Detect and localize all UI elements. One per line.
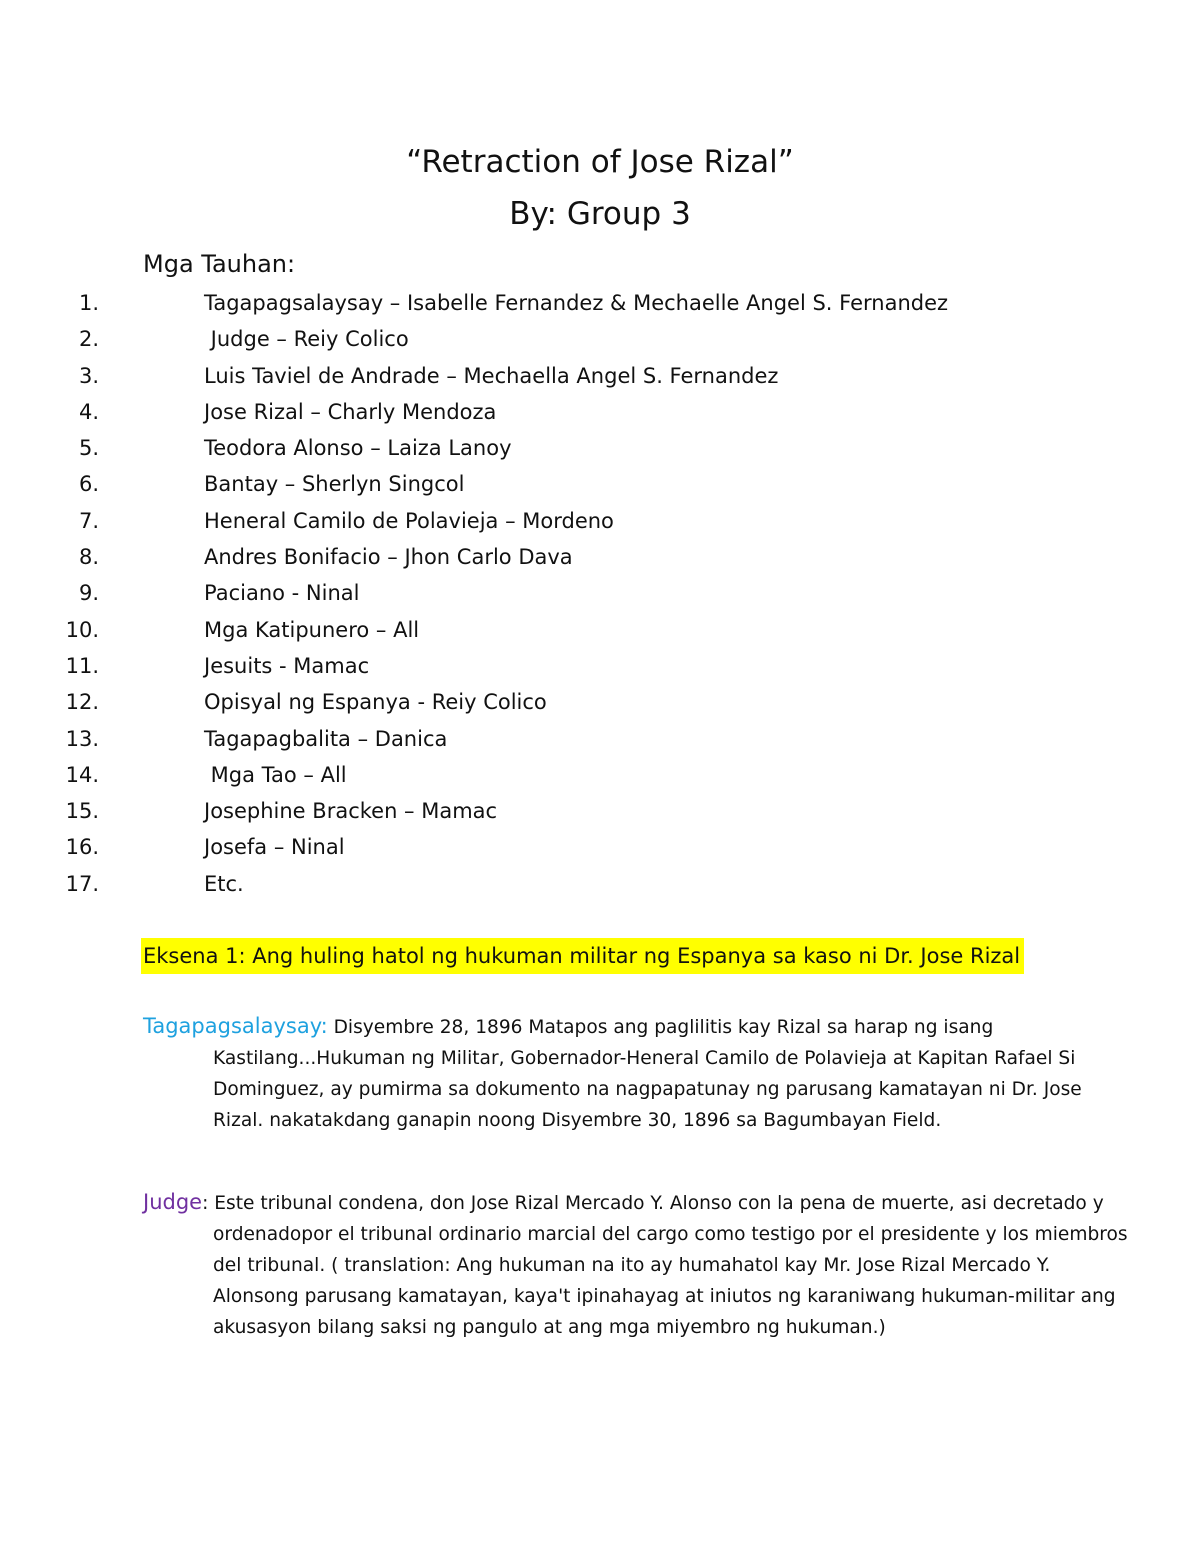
list-text: Opisyal ng Espanya - Reiy Colico: [204, 690, 547, 715]
list-number: 6.: [78, 472, 99, 497]
list-item: [0, 539, 1100, 575]
list-item: [0, 829, 1100, 865]
list-number: 7.: [78, 508, 99, 533]
list-number: 16.: [65, 835, 99, 860]
list-item: [0, 793, 1100, 829]
list-number: 9.: [78, 581, 99, 606]
list-item: [0, 285, 1100, 321]
list-number: 3.: [78, 363, 99, 388]
list-text: Jose Rizal – Charly Mendoza: [204, 399, 497, 424]
document-byline: By: Group 3: [509, 196, 691, 232]
list-text: Josephine Bracken – Mamac: [204, 799, 498, 824]
list-item: [0, 575, 1100, 611]
list-number: 4.: [78, 399, 99, 424]
list-number: 5.: [78, 436, 99, 461]
list-item: [0, 648, 1100, 684]
list-item: [0, 503, 1100, 539]
list-text: Tagapagsalaysay – Isabelle Fernandez & Mechaelle Angel S. Fernandez: [204, 291, 949, 315]
list-text: Heneral Camilo de Polavieja – Mordeno: [204, 508, 614, 533]
list-item: [0, 684, 1100, 720]
list-text: Luis Taviel de Andrade – Mechaella Angel S. Fernandez: [204, 363, 779, 388]
list-text: Andres Bonifacio – Jhon Carlo Dava: [204, 545, 573, 570]
list-text: Paciano - Ninal: [204, 581, 360, 606]
list-number: 17.: [65, 871, 99, 896]
list-number: 8.: [78, 545, 99, 570]
list-text: Etc.: [204, 871, 244, 896]
cast-heading: Mga Tauhan:: [143, 250, 296, 278]
list-text: Mga Katipunero – All: [204, 617, 420, 642]
list-item: [0, 394, 1100, 430]
list-text: Mga Tao – All: [204, 762, 347, 787]
list-item: [0, 757, 1100, 793]
list-number: 14.: [65, 762, 99, 787]
list-number: 12.: [65, 690, 99, 715]
dialogue-text: Disyembre 28, 1896 Matapos ang paglilitis kay Rizal sa harap ng isang Kastilang...Hukuman ng Militar, Gobernador-Heneral Camilo de Polavieja at Kapitan Rafael Si Dominguez, ay pumirma sa dokumento na nagpapatunay ng parusang kamatayan ni Dr. Jose Rizal. nakatakdang ganapin noong Disyembre 30, 1896 sa Bagumbayan Field.: [213, 1016, 1082, 1132]
list-item: [0, 466, 1100, 502]
list-text: Judge – Reiy Colico: [204, 327, 409, 352]
list-item: [0, 321, 1100, 357]
list-item: [0, 721, 1100, 757]
speaker-label: Judge: [143, 1189, 203, 1214]
list-number: 13.: [65, 726, 99, 751]
list-number: 2.: [78, 327, 99, 352]
dialogue-paragraph: [143, 1011, 1133, 1137]
list-item: [0, 612, 1100, 648]
dialogue-paragraph: [143, 1187, 1133, 1344]
cast-list: [0, 285, 1100, 902]
list-text: Bantay – Sherlyn Singcol: [204, 472, 465, 497]
list-text: Josefa – Ninal: [204, 835, 345, 860]
list-text: Teodora Alonso – Laiza Lanoy: [204, 436, 512, 461]
list-number: 10.: [65, 617, 99, 642]
list-item: [0, 358, 1100, 394]
document-title: “Retraction of Jose Rizal”: [406, 144, 794, 180]
list-text: Tagapagbalita – Danica: [204, 726, 448, 751]
speaker-label: Tagapagsalaysay:: [143, 1013, 328, 1038]
list-item: [0, 430, 1100, 466]
list-number: 15.: [65, 799, 99, 824]
list-number: 11.: [65, 653, 99, 678]
list-item: [0, 866, 1100, 902]
list-number: 1.: [78, 291, 99, 315]
scene-heading: Eksena 1: Ang huling hatol ng hukuman militar ng Espanya sa kaso ni Dr. Jose Rizal: [141, 938, 1024, 974]
list-text: Jesuits - Mamac: [204, 653, 370, 678]
dialogue-text: : Este tribunal condena, don Jose Rizal Mercado Y. Alonso con la pena de muerte, asi decretado y ordenadopor el tribunal ordinario marcial del cargo como testigo por el presidente y los miembros del tribunal. ( translation: Ang hukuman na ito ay humahatol kay Mr. Jose Rizal Mercado Y. Alonsong parusang kamatayan, kaya't ipinahayag at iniutos ng karaniwang hukuman-militar ang akusasyon bilang saksi ng pangulo at ang mga miyembro ng hukuman.): [202, 1192, 1128, 1339]
